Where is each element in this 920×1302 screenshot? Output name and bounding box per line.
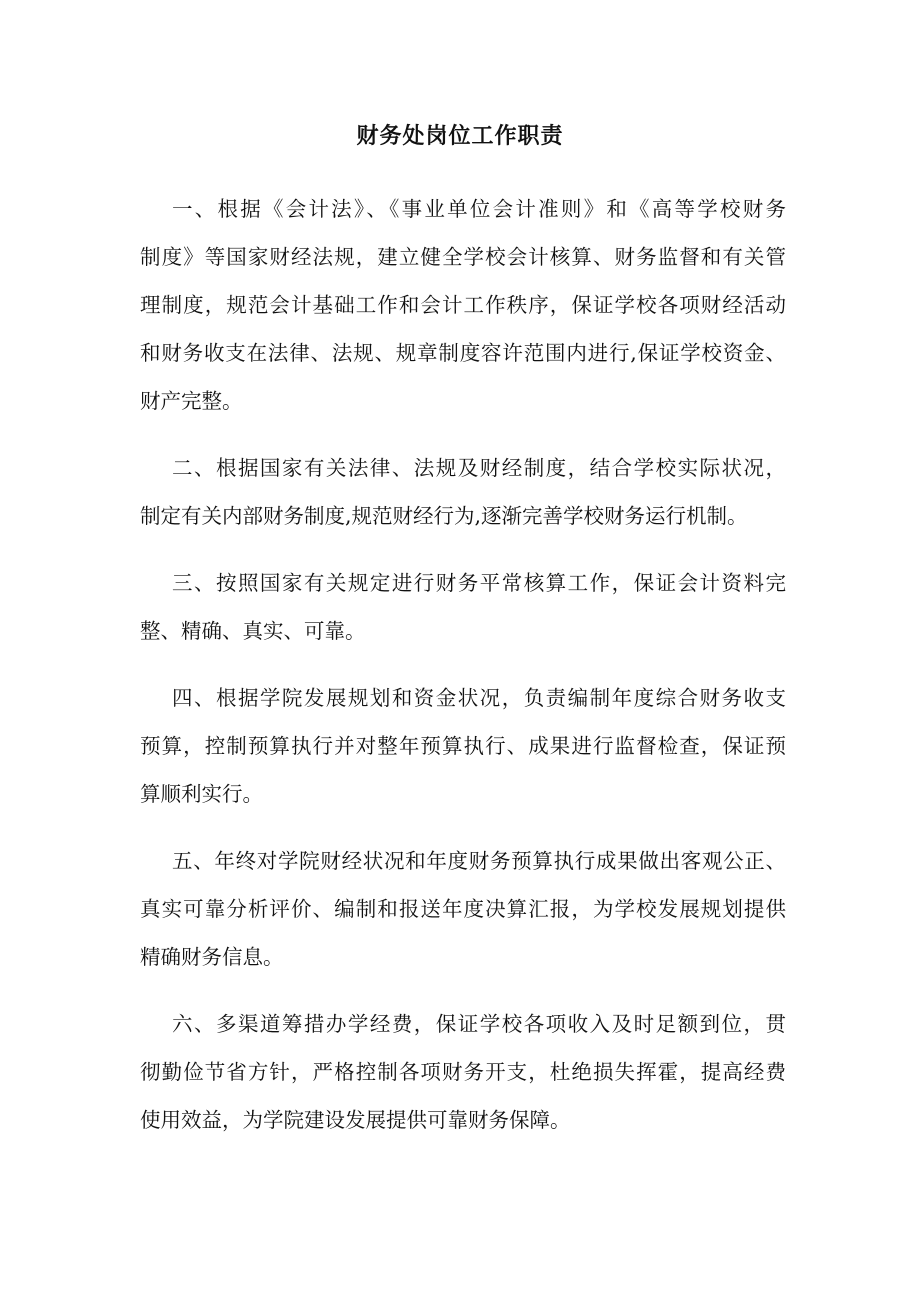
paragraph-line: 真实可靠分析评价、编制和报送年度决算汇报，为学校发展规划提供 xyxy=(140,897,786,921)
paragraph-line: 使用效益，为学院建设发展提供可靠财务保障。 xyxy=(140,1108,571,1132)
paragraph-line: 彻勤俭节省方针，严格控制各项财务开支，杜绝损失挥霍，提高经费 xyxy=(140,1060,786,1084)
paragraph-line: 二、根据国家有关法律、法规及财经制度，结合学校实际状况， xyxy=(172,456,786,480)
paragraph-3 xyxy=(140,559,786,655)
paragraph-line: 预算，控制预算执行并对整年预算执行、成果进行监督检查，保证预 xyxy=(140,734,786,758)
paragraph-4 xyxy=(140,674,786,818)
paragraph-line: 精确财务信息。 xyxy=(140,945,284,969)
paragraph-line: 制度》等国家财经法规，建立健全学校会计核算、财务监督和有关管 xyxy=(140,245,786,269)
paragraph-line: 制定有关内部财务制度,规范财经行为,逐渐完善学校财务运行机制。 xyxy=(140,504,748,528)
paragraph-line: 理制度，规范会计基础工作和会计工作秩序，保证学校各项财经活动 xyxy=(140,293,786,317)
paragraph-5 xyxy=(140,837,786,981)
paragraph-6 xyxy=(140,1000,786,1144)
paragraph-line: 整、精确、真实、可靠。 xyxy=(140,619,366,643)
document-title: 财务处岗位工作职责 xyxy=(356,124,564,149)
paragraph-line: 一、根据《会计法》、《事业单位会计准则》和《高等学校财务 xyxy=(172,197,786,221)
paragraph-1 xyxy=(140,185,786,425)
paragraph-line: 五、年终对学院财经状况和年度财务预算执行成果做出客观公正、 xyxy=(172,849,786,873)
paragraph-2 xyxy=(140,444,786,540)
document-body xyxy=(140,185,786,1163)
paragraph-line: 和财务收支在法律、法规、规章制度容许范围内进行,保证学校资金、 xyxy=(140,341,786,365)
paragraph-line: 财产完整。 xyxy=(140,389,243,413)
paragraph-line: 六、多渠道筹措办学经费，保证学校各项收入及时足额到位，贯 xyxy=(172,1012,786,1036)
paragraph-line: 四、根据学院发展规划和资金状况，负责编制年度综合财务收支 xyxy=(172,686,786,710)
paragraph-line: 算顺利实行。 xyxy=(140,782,263,806)
paragraph-line: 三、按照国家有关规定进行财务平常核算工作，保证会计资料完 xyxy=(172,571,786,595)
